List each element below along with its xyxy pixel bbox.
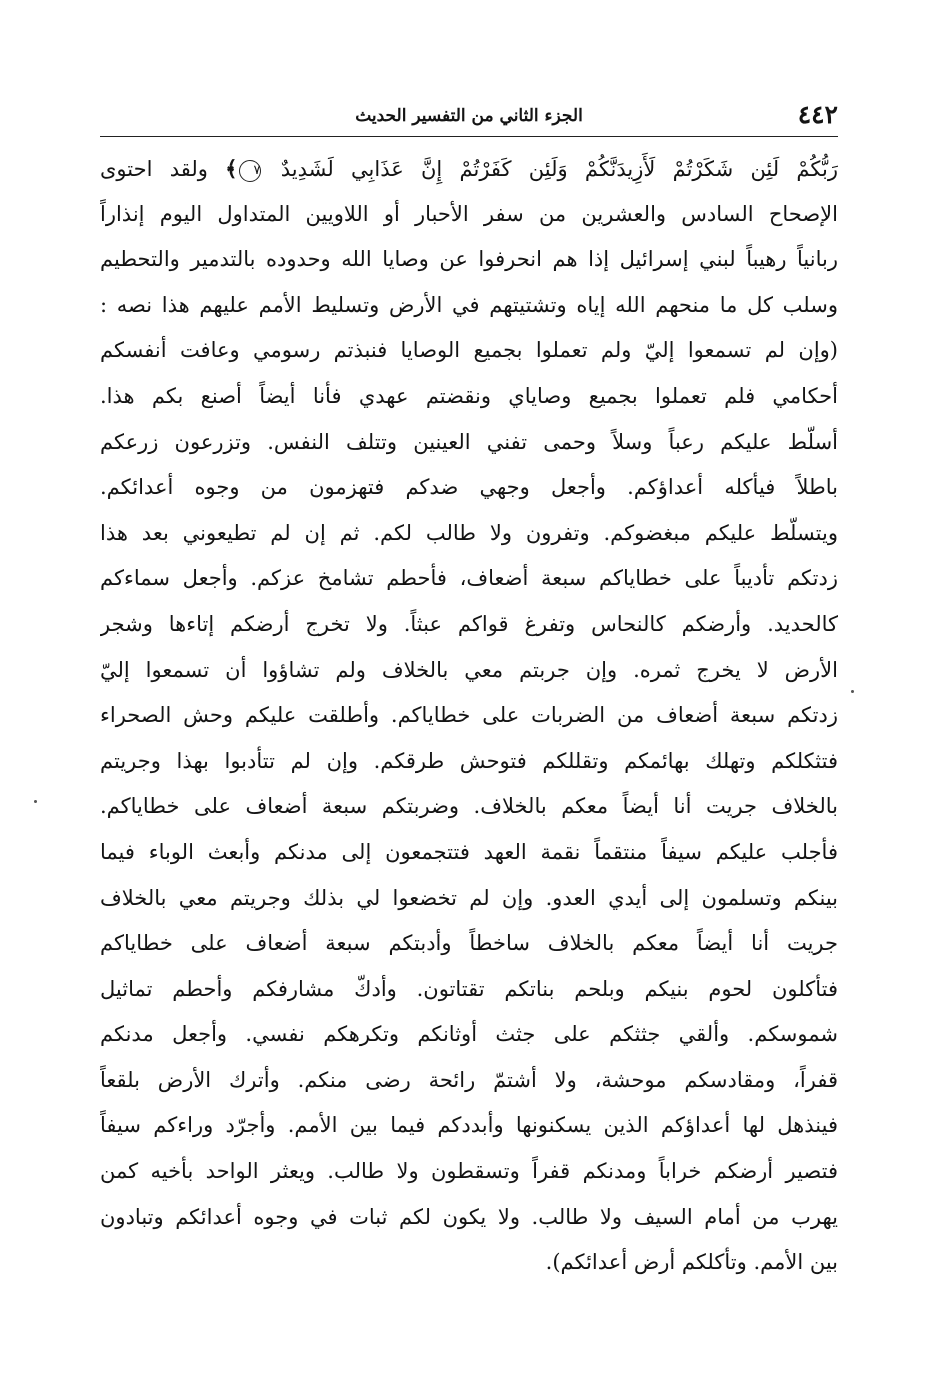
text-line: زدتكم تأديباً على خطاياكم سبعة أضعاف، فأحطم تشامخ عزكم. وأجعل سماءكم (100, 566, 838, 591)
text-line: وسلب كل ما منحهم الله إياه وتشتيتهم في الأرض وتسليط الأمم عليهم هذا نصه : (100, 292, 838, 317)
header-rule (100, 136, 838, 137)
header-title: الجزء الثاني من التفسير الحديث (355, 106, 583, 126)
page-number: ٤٤٢ (797, 100, 838, 129)
text-line: ويتسلّط عليكم مبغضوكم. وتفرون ولا طالب لكم. ثم إن لم تطيعوني بعد هذا (100, 520, 838, 545)
text-line: بالخلاف جريت أنا أيضاً معكم بالخلاف. وضربتكم سبعة أضعاف على خطاياكم. (100, 794, 838, 819)
quran-verse: رَبُّكُمْ لَئِن شَكَرْتُمْ لَأَزِيدَنَّكُمْ وَلَئِن كَفَرْتُمْ إِنَّ عَذَابِي لَشَدِيدٌ (280, 157, 838, 181)
running-header (100, 96, 838, 136)
text-line: أسلّط عليكم رعباً وسلاً وحمى تفني العينين وتتلف النفس. وتزرعون زرعكم (100, 429, 838, 454)
scan-speck (851, 690, 854, 693)
text-line: باطلاً فيأكله أعداؤكم. وأجعل وجهي ضدكم فتهزمون من وجوه أعدائكم. (100, 475, 838, 500)
verse-close-bracket: ﴾ (225, 156, 238, 181)
body-text (100, 146, 838, 1286)
ayah-number-marker: ٧ (239, 160, 261, 182)
text-line: فتصير أرضكم خراباً ومدنكم قفراً وتسقطون ولا طالب. ويعثر الواحد بأخيه كمن (100, 1159, 838, 1184)
text-line: قفراً، ومقادسكم موحشة، ولا أشتمّ رائحة رضى منكم. وأترك الأرض بلقعاً (100, 1067, 838, 1092)
text-line: ربانياً رهيباً لبني إسرائيل إذا هم انحرفوا عن وصايا الله وحدوده بالتدمير والتحطيم (100, 247, 838, 272)
text-line: فتأكلون لحوم بنيكم وبلحم بناتكم تقتاتون. وأدكّ مشارفكم وأحطم تماثيل (100, 976, 838, 1001)
text-line: بينكم وتسلمون إلى أيدي العدو. وإن لم تخضعوا لي بذلك وجريتم معي بالخلاف (100, 885, 838, 910)
verse-line (100, 146, 838, 192)
text-line: الإصحاح السادس والعشرين من سفر الأحبار أو اللاويين المتداول اليوم إنذاراً (100, 201, 838, 226)
scan-speck (34, 800, 37, 803)
text-line: جريت أنا أيضاً معكم بالخلاف ساخطاً وأدبتكم سبعة أضعاف على خطاياكم (100, 931, 838, 956)
verse-following-text: ولقد احتوى (100, 157, 208, 181)
text-line: كالحديد. وأرضكم كالنحاس وتفرغ قواكم عبثاً. ولا تخرج أرضكم إتاءها وشجر (100, 611, 838, 636)
text-line-last: بين الأمم. وتأكلكم أرض أعدائكم). (545, 1250, 838, 1275)
text-line: (وإن لم تسمعوا إليّ ولم تعملوا بجميع الوصايا فنبذتم رسومي وعافت أنفسكم (100, 338, 838, 363)
text-line: فتثكلكم وتهلك بهائمكم وتقللكم فتوحش طرقكم. وإن لم تتأدبوا بهذا وجريتم (100, 748, 838, 773)
text-line: فأجلب عليكم سيفاً منتقماً نقمة العهد فتتجمعون إلى مدنكم وأبعث الوباء فيما (100, 839, 838, 864)
text-line: أحكامي فلم تعملوا بجميع وصاياي ونقضتم عهدي فأنا أيضاً أصنع بكم هذا. (100, 383, 838, 408)
text-line: يهرب من أمام السيف ولا طالب. ولا يكون لكم ثبات في وجوه أعدائكم وتبادون (100, 1204, 838, 1229)
text-line: فينذهل لها أعداؤكم الذين يسكنونها وأبددكم فيما بين الأمم. وأجرّد وراءكم سيفاً (100, 1113, 838, 1138)
text-line: شموسكم. وألقي جثثكم على جثث أوثانكم وتكرهكم نفسي. وأجعل مدنكم (100, 1022, 838, 1047)
text-line: الأرض لا يخرج ثمره. وإن جربتم معي بالخلاف ولم تشاؤوا أن تسمعوا إليّ (100, 657, 838, 682)
text-line: زدتكم سبعة أضعاف من الضربات على خطاياكم. وأطلقت عليكم وحش الصحراء (100, 703, 838, 728)
